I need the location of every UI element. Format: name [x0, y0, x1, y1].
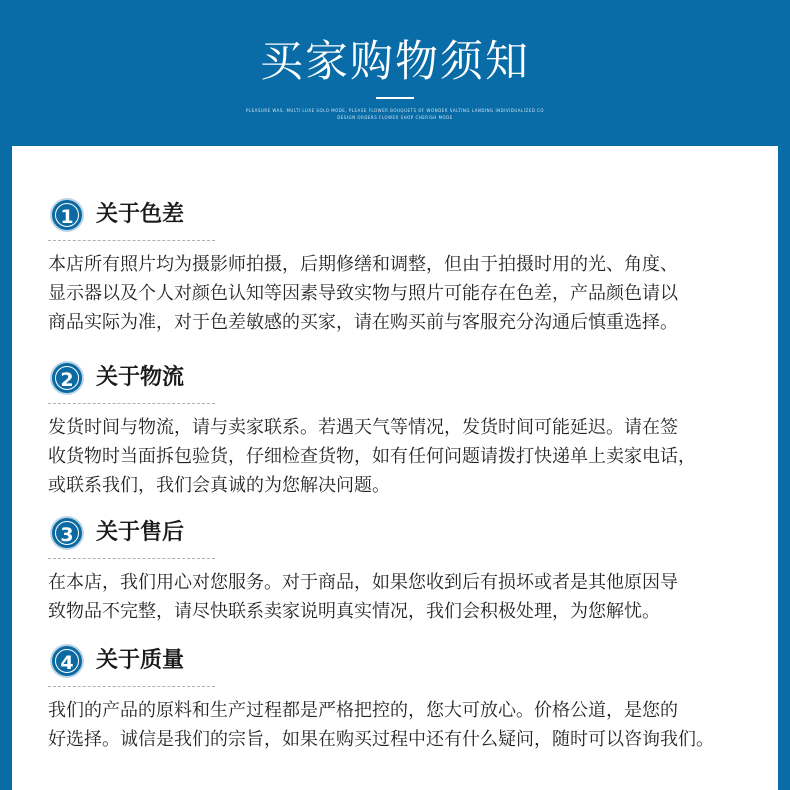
section-title: 关于物流: [96, 365, 185, 390]
body-line: 收货物时当面拆包验货，仔细检查货物，如有任何问题请拨打快递单上卖家电话，: [48, 446, 696, 467]
body-line: 或联系我们，我们会真诚的为您解决问题。: [48, 475, 390, 496]
header-banner: [0, 0, 790, 146]
body-line: 显示器以及个人对颜色认知等因素导致实物与照片可能存在色差，产品颜色请以: [48, 283, 678, 304]
section-title: 关于色差: [96, 202, 185, 227]
dashed-divider: [48, 403, 215, 404]
section-body: [48, 250, 760, 337]
header-subtitle-line-1: PLEASURE WAS, MULTI LUXE SOLO MODE, PLEASE FLOWER BOUQUETS OF WONDER SALTING LANDING INDIVIDUALIZED CO: [245, 108, 545, 113]
body-line: 我们的产品的原料和生产过程都是严格把控的，您大可放心。价格公道，是您的: [48, 700, 678, 721]
body-line: 在本店，我们用心对您服务。对于商品，如果您收到后有损坏或者是其他原因导: [48, 572, 678, 593]
section-title: 关于售后: [96, 520, 185, 545]
body-line: 致物品不完整，请尽快联系卖家说明真实情况，我们会积极处理，为您解忧。: [48, 601, 660, 622]
dashed-divider: [48, 558, 215, 559]
dashed-divider: [48, 240, 215, 241]
number-badge-icon: 1: [50, 198, 84, 232]
body-line: 好选择。诚信是我们的宗旨，如果在购买过程中还有什么疑问，随时可以咨询我们。: [48, 729, 714, 750]
dashed-divider: [48, 686, 215, 687]
header-subtitle-line-2: DESIGN ORDERS FLOWER SHOP CHERISH MODE: [337, 115, 453, 120]
number-badge-icon: 2: [50, 361, 84, 395]
section-body: [48, 696, 760, 754]
body-line: 本店所有照片均为摄影师拍摄，后期修缮和调整，但由于拍摄时用的光、角度、: [48, 254, 678, 275]
page-title: 买家购物须知: [260, 37, 530, 87]
number-badge-icon: 3: [50, 516, 84, 550]
section-body: [48, 568, 760, 626]
notice-panel: [12, 146, 778, 790]
body-line: 发货时间与物流，请与卖家联系。若遇天气等情况，发货时间可能延迟。请在签: [48, 417, 678, 438]
section-body: [48, 413, 760, 500]
title-underline: [376, 97, 414, 99]
body-line: 商品实际为准，对于色差敏感的买家，请在购买前与客服充分沟通后慎重选择。: [48, 312, 678, 333]
section-title: 关于质量: [96, 648, 185, 673]
number-badge-icon: 4: [50, 644, 84, 678]
